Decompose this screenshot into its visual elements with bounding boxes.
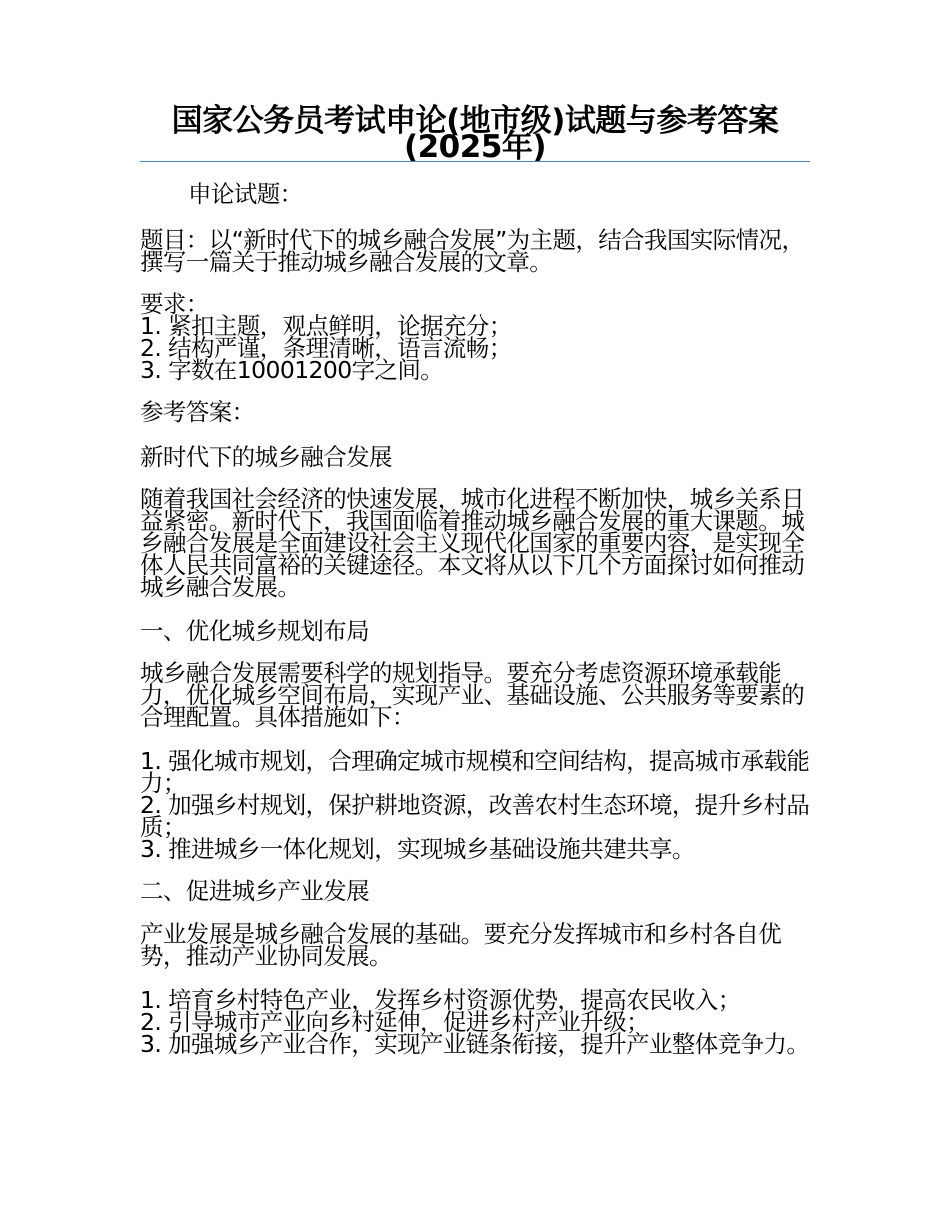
- section-2-item-1: 1. 培育乡村特色产业，发挥乡村资源优势，提高农民收入；: [140, 986, 741, 1014]
- section-1-heading: 一、优化城乡规划布局: [140, 617, 369, 645]
- essay-intro-paragraph: 随着我国社会经济的快速发展，城市化进程不断加快，城乡关系日益紧密。新时代下，我国面临着推动城乡融合发展的重大课题。城乡融合发展是全面建设社会主义现代化国家的重要内容，是实现全体人民共同富裕的关键途径。本文将从以下几个方面探讨如何推动城乡融合发展。: [140, 485, 805, 601]
- section-label-questions: 申论试题：: [188, 180, 303, 208]
- section-1-item-2: 2. 加强乡村规划，保护耕地资源，改善农村生态环境，提升乡村品质；: [140, 791, 810, 841]
- section-2-list: [140, 986, 812, 1058]
- essay-title: 新时代下的城乡融合发展: [140, 443, 392, 471]
- requirement-item-2: 2. 结构严谨，条理清晰，语言流畅；: [140, 334, 512, 362]
- answer-label: 参考答案：: [140, 398, 255, 426]
- requirements-heading: 要求：: [140, 290, 209, 318]
- section-1-item-3: 3. 推进城乡一体化规划，实现城乡基础设施共建共享。: [140, 835, 695, 863]
- title-underline: [140, 161, 810, 162]
- requirements-block: [140, 290, 812, 384]
- document-title: 国家公务员考试申论(地市级)试题与参考答案(2025年): [171, 103, 779, 165]
- section-1-body: 城乡融合发展需要科学的规划指导。要充分考虑资源环境承载能力，优化城乡空间布局，实现产业、基础设施、公共服务等要素的合理配置。具体措施如下：: [140, 659, 805, 731]
- section-2-body: 产业发展是城乡融合发展的基础。要充分发挥城市和乡村各自优势，推动产业协同发展。: [140, 920, 782, 970]
- section-2-heading: 二、促进城乡产业发展: [140, 877, 369, 905]
- section-2-item-2: 2. 引导城市产业向乡村延伸，促进乡村产业升级；: [140, 1008, 649, 1036]
- requirement-item-3: 3. 字数在10001200字之间。: [140, 356, 444, 384]
- requirement-item-1: 1. 紧扣主题，观点鲜明，论据充分；: [140, 312, 512, 340]
- section-1-list: [140, 747, 812, 863]
- section-1-item-1: 1. 强化城市规划，合理确定城市规模和空间结构，提高城市承载能力；: [140, 747, 810, 797]
- section-2-item-3: 3. 加强城乡产业合作，实现产业链条衔接，提升产业整体竞争力。: [140, 1030, 810, 1058]
- question-paragraph: 题目：以“新时代下的城乡融合发展”为主题，结合我国实际情况，撰写一篇关于推动城乡融合发展的文章。: [140, 226, 805, 276]
